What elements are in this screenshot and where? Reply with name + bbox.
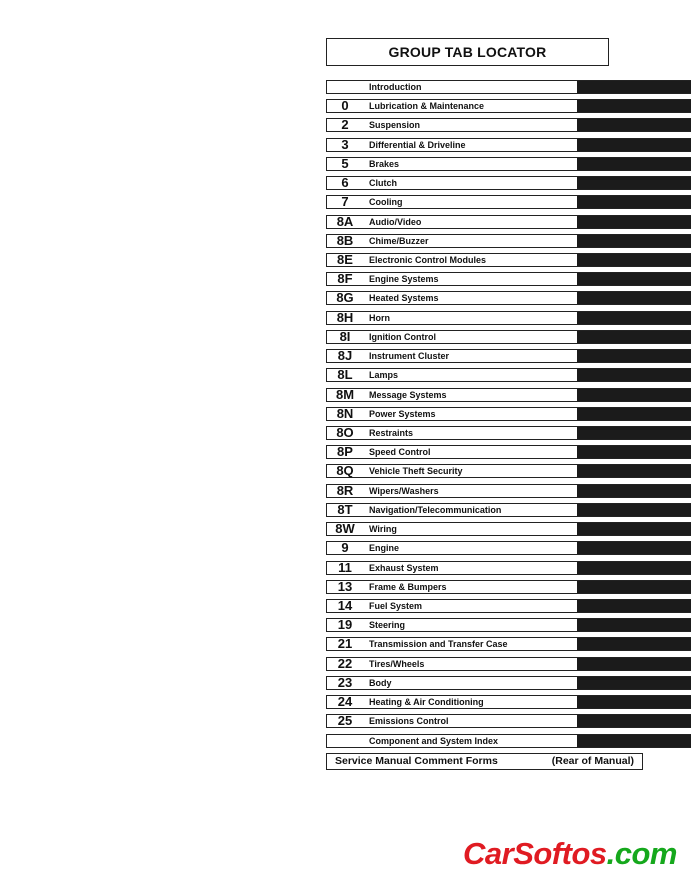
tab-number: 25 [337,713,353,729]
tab-label: Fuel System [369,600,423,611]
tab-marker [577,581,691,593]
tab-marker [577,254,691,266]
tab-marker [577,696,691,708]
tab-number: 9 [341,540,349,556]
tab-row[interactable] [326,541,691,555]
tab-number: 22 [337,655,353,671]
tab-row[interactable] [326,695,691,709]
tab-row[interactable] [326,503,691,517]
tab-label: Heated Systems [369,293,439,304]
tab-number: 8Q [336,463,354,479]
tab-row[interactable] [326,234,691,248]
tab-marker [577,619,691,631]
tab-number: 8B [336,232,354,248]
brand-domain: .com [606,836,677,871]
tab-marker [577,562,691,574]
brand-name: CarSoftos [463,836,607,871]
tab-row[interactable] [326,426,691,440]
tab-row[interactable] [326,714,691,728]
tab-marker [577,504,691,516]
tab-row[interactable] [326,253,691,267]
tab-marker [577,638,691,650]
tab-label: Exhaust System [369,562,439,573]
tab-row[interactable] [326,99,691,113]
tab-row[interactable] [326,349,691,363]
tab-marker [577,677,691,689]
tab-row[interactable] [326,80,691,94]
tab-number: 8O [336,425,354,440]
tab-marker [577,196,691,208]
tab-number: 6 [341,175,349,191]
tab-number: 8P [337,444,353,460]
tab-number: 8M [335,386,355,402]
tab-number: 23 [337,674,353,690]
tab-label: Restraints [369,428,414,438]
tab-number: 8T [337,501,353,517]
tab-label: Steering [369,620,406,631]
tab-number: 3 [341,136,349,152]
tab-row[interactable] [326,176,691,190]
tab-label: Transmission and Transfer Case [369,639,508,650]
tab-label: Horn [369,312,390,323]
tab-number: 14 [337,597,353,613]
tab-row[interactable] [326,676,691,690]
page-title: GROUP TAB LOCATOR [326,38,609,66]
tab-row[interactable] [326,215,691,229]
tab-marker [577,600,691,612]
tab-row[interactable] [326,484,691,498]
tab-label: Lamps [369,370,399,381]
tab-number: 21 [337,636,353,652]
tab-row[interactable] [326,311,691,325]
comment-forms-link[interactable] [326,753,643,770]
tab-row[interactable] [326,291,691,305]
tab-row[interactable] [326,330,691,344]
tab-number: 8J [337,348,353,364]
tab-marker [577,408,691,420]
tab-number: 24 [337,694,353,709]
tab-row[interactable] [326,464,691,478]
tab-number: 0 [341,98,349,114]
tab-row[interactable] [326,599,691,613]
tab-marker [577,735,691,747]
tab-marker [577,235,691,247]
tab-label: Body [369,677,392,688]
comment-forms-label: Service Manual Comment Forms [335,755,498,767]
tab-number: 8E [337,252,353,267]
tab-marker [577,446,691,458]
tab-number: 5 [341,155,349,171]
tab-number: 11 [338,559,352,575]
tab-row[interactable] [326,445,691,459]
tab-row[interactable] [326,618,691,632]
tab-row[interactable] [326,118,691,132]
tab-label: Engine [369,543,400,554]
tab-number [327,81,363,93]
tab-row[interactable] [326,637,691,651]
comment-forms-location: (Rear of Manual) [551,755,634,767]
tab-marker [577,312,691,324]
tab-marker [577,331,691,343]
tab-number: 8N [336,405,354,421]
tab-marker [577,139,691,151]
tab-label: Instrument Cluster [369,351,450,362]
tab-number: 2 [341,117,349,133]
tab-label: Speed Control [369,447,431,458]
tab-label: Navigation/Telecommunication [369,504,502,515]
tab-label: Differential & Driveline [369,139,466,150]
tab-label: Power Systems [369,408,436,419]
tab-marker [577,100,691,112]
tab-number: 8A [336,213,354,229]
tab-marker [577,158,691,170]
tab-marker [577,427,691,439]
tab-number: 8L [337,367,353,383]
tab-label: Ignition Control [369,331,436,342]
tab-marker [577,177,691,189]
tab-label: Audio/Video [369,216,422,227]
tab-row[interactable] [326,368,691,382]
tab-number: 8F [337,271,353,287]
brand-watermark [463,836,677,872]
tab-marker [577,389,691,401]
tab-row[interactable] [326,388,691,402]
tab-row[interactable] [326,407,691,421]
tab-marker [577,369,691,381]
tab-label: Chime/Buzzer [369,235,429,246]
tab-row[interactable] [326,657,691,671]
tab-row[interactable] [326,157,691,171]
tab-marker [577,523,691,535]
tab-number: 7 [341,194,349,210]
tab-label: Vehicle Theft Security [369,466,463,477]
tab-row[interactable] [326,522,691,536]
tab-number: 8I [339,328,351,344]
tab-number [327,735,363,747]
tab-marker [577,81,691,93]
tab-marker [577,350,691,362]
tab-marker [577,658,691,670]
tab-marker [577,542,691,554]
tab-marker [577,273,691,285]
tab-marker [577,485,691,497]
tab-label: Message Systems [369,389,447,400]
tab-number: 8W [335,521,355,537]
tab-label: Electronic Control Modules [369,255,487,265]
tab-marker [577,216,691,228]
tab-label: Clutch [369,178,397,189]
tab-number: 8H [336,309,354,325]
tab-row[interactable] [326,272,691,286]
tab-marker [577,715,691,727]
tab-label: Wiring [369,524,397,535]
tab-label: Component and System Index [369,735,499,746]
tab-number: 19 [337,617,353,633]
tab-label: Introduction [369,82,422,92]
tab-label: Heating & Air Conditioning [369,697,484,707]
tab-number: 13 [337,578,353,594]
tab-row[interactable] [326,734,691,748]
tab-number: 8G [336,290,354,306]
tab-row[interactable] [326,195,691,209]
tab-row[interactable] [326,561,691,575]
tab-marker [577,292,691,304]
tab-label: Tires/Wheels [369,658,425,669]
tab-label: Suspension [369,120,421,131]
tab-label: Brakes [369,158,400,169]
tab-label: Wipers/Washers [369,485,439,496]
tab-label: Cooling [369,197,403,208]
tab-row[interactable] [326,580,691,594]
tab-row[interactable] [326,138,691,152]
tab-label: Emissions Control [369,716,449,727]
tab-label: Engine Systems [369,274,439,285]
tab-marker [577,119,691,131]
tab-marker [577,465,691,477]
tab-label: Lubrication & Maintenance [369,101,485,112]
tab-number: 8R [336,482,354,498]
tab-label: Frame & Bumpers [369,581,447,592]
